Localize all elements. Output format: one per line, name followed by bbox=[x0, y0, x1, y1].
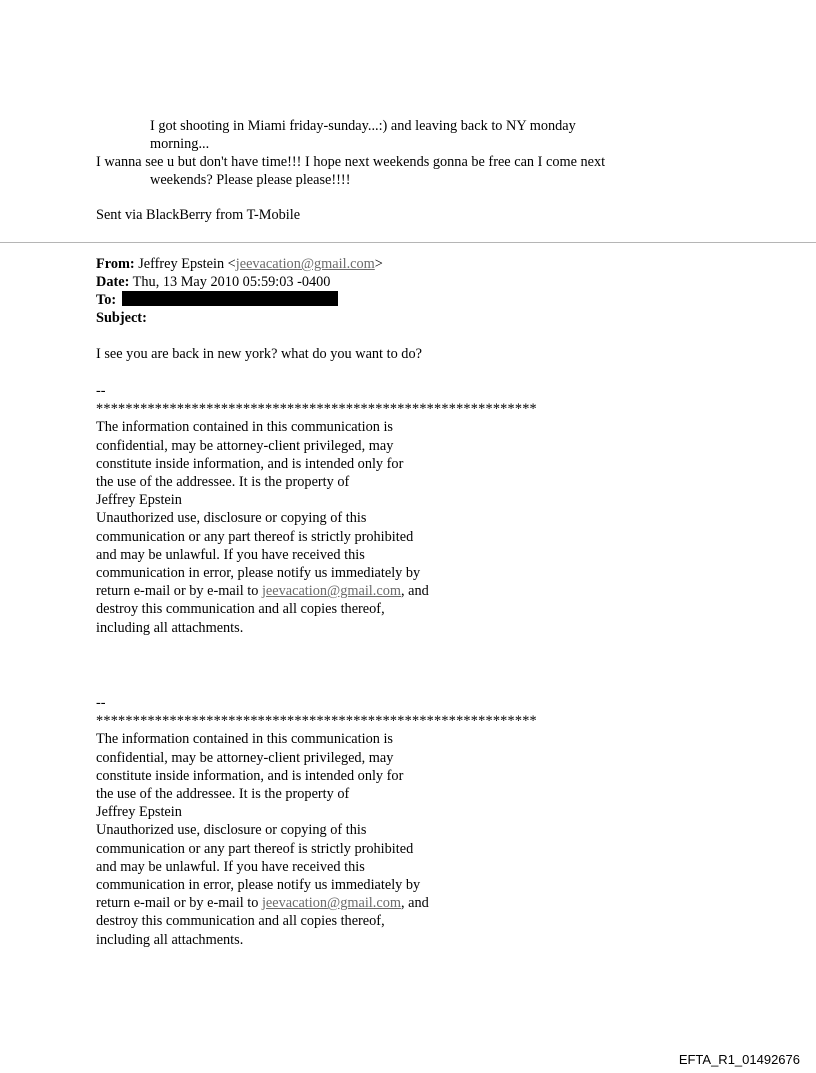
disclaimer-line: Unauthorized use, disclosure or copying of this bbox=[96, 510, 367, 527]
disclaimer-line: including all attachments. bbox=[96, 619, 244, 636]
disclaimer-line: the use of the addressee. It is the property of bbox=[96, 474, 350, 491]
message-body: I see you are back in new york? what do you want to do? bbox=[96, 346, 422, 362]
disclaimer-email-line bbox=[96, 894, 576, 912]
reply-line-2: morning... bbox=[150, 136, 210, 152]
disclaimer-line: communication or any part thereof is strictly prohibited bbox=[96, 528, 414, 545]
from-label: From: bbox=[96, 256, 135, 272]
disclaimer-line: Jeffrey Epstein bbox=[96, 804, 182, 821]
disclaimer-line: including all attachments. bbox=[96, 931, 244, 948]
disclaimer-email-link[interactable]: jeevacation@gmail.com bbox=[261, 583, 401, 600]
sent-via-signature: Sent via BlackBerry from T-Mobile bbox=[96, 207, 301, 223]
disclaimer-line: constitute inside information, and is intended only for bbox=[96, 767, 404, 784]
date-line bbox=[96, 273, 330, 291]
subject-line bbox=[96, 309, 147, 327]
disclaimer-block-2 bbox=[96, 694, 576, 949]
disclaimer-stars: ************************************************************ bbox=[96, 713, 537, 730]
disclaimer-line: communication or any part thereof is strictly prohibited bbox=[96, 840, 414, 857]
disclaimer-line: confidential, may be attorney-client privileged, may bbox=[96, 437, 394, 454]
disclaimer-line: The information contained in this communication is bbox=[96, 419, 393, 436]
redaction-bar bbox=[122, 291, 338, 306]
disclaimer-line: destroy this communication and all copies thereof, bbox=[96, 601, 385, 618]
disclaimer-line: destroy this communication and all copies thereof, bbox=[96, 913, 385, 930]
disclaimer-dashes: -- bbox=[96, 695, 106, 711]
reply-line-4: weekends? Please please please!!!! bbox=[150, 172, 351, 188]
disclaimer-line: communication in error, please notify us immediately by bbox=[96, 877, 421, 894]
disclaimer-line: the use of the addressee. It is the property of bbox=[96, 786, 350, 803]
disclaimer-line: and may be unlawful. If you have received this bbox=[96, 546, 365, 563]
email-prefix: return e-mail or by e-mail to bbox=[96, 895, 262, 912]
to-line bbox=[96, 291, 338, 309]
disclaimer-line: Unauthorized use, disclosure or copying of this bbox=[96, 822, 367, 839]
to-label: To: bbox=[96, 292, 117, 308]
from-line bbox=[96, 255, 383, 273]
email-prefix: return e-mail or by e-mail to bbox=[96, 583, 262, 600]
disclaimer-line: communication in error, please notify us immediately by bbox=[96, 565, 421, 582]
disclaimer-email-link[interactable]: jeevacation@gmail.com bbox=[261, 895, 401, 912]
disclaimer-email-line bbox=[96, 582, 576, 600]
reply-line-1: I got shooting in Miami friday-sunday...:) and leaving back to NY monday bbox=[150, 118, 576, 134]
date-value: Thu, 13 May 2010 05:59:03 -0400 bbox=[132, 274, 331, 290]
disclaimer-dashes: -- bbox=[96, 383, 106, 399]
disclaimer-line: confidential, may be attorney-client privileged, may bbox=[96, 749, 394, 766]
disclaimer-line: Jeffrey Epstein bbox=[96, 492, 182, 509]
subject-label: Subject: bbox=[96, 310, 147, 326]
disclaimer-block-1 bbox=[96, 382, 576, 637]
reply-line-3: I wanna see u but don't have time!!! I hope next weekends gonna be free can I come next bbox=[96, 154, 606, 170]
message-divider bbox=[0, 242, 816, 243]
from-name: Jeffrey Epstein < bbox=[138, 256, 236, 272]
date-label: Date: bbox=[96, 274, 130, 290]
from-email-link[interactable]: jeevacation@gmail.com bbox=[235, 256, 375, 272]
document-id: EFTA_R1_01492676 bbox=[678, 1052, 800, 1067]
email-suffix: , and bbox=[400, 895, 429, 912]
disclaimer-line: constitute inside information, and is intended only for bbox=[96, 455, 404, 472]
disclaimer-line: and may be unlawful. If you have received this bbox=[96, 858, 365, 875]
disclaimer-line: The information contained in this communication is bbox=[96, 731, 393, 748]
email-suffix: , and bbox=[400, 583, 429, 600]
disclaimer-stars: ************************************************************ bbox=[96, 401, 537, 418]
from-close: > bbox=[374, 256, 383, 272]
